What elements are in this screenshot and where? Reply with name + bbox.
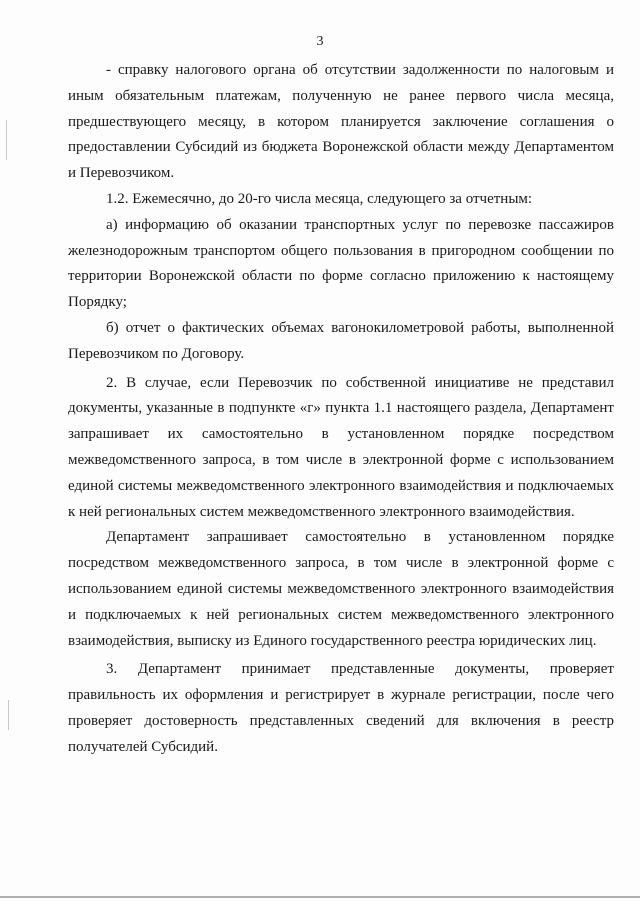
- paragraph-section-3: 3. Департамент принимает представленные документы, проверяет правильность их оформления и регистрирует в журнале регистрации, после чего проверяет достоверность представленных сведений для включения в реестр получателей Субсидий.: [68, 661, 614, 755]
- document-body: [68, 58, 614, 764]
- paragraph-department-request: Департамент запрашивает самостоятельно в установленном порядке посредством межведомственного запроса, в том числе в электронной форме с использованием единой системы межведомственного электронного взаимодействия и подключаемых к ней региональных систем межведомственного электронного взаимодействия, выписку из Единого государственного реестра юридических лиц.: [68, 529, 614, 649]
- scan-edge-line: [0, 896, 640, 898]
- paragraph-tax-certificate: - справку налогового органа об отсутствии задолженности по налоговым и иным обязательным платежам, полученную не ранее первого числа месяца, предшествующего месяцу, в котором планируется заключение соглашения о предоставлении Субсидий из бюджета Воронежской области между Департаментом и Перевозчиком.: [68, 62, 614, 182]
- paragraph-monthly-reporting: 1.2. Ежемесячно, до 20-го числа месяца, следующего за отчетным:: [106, 190, 533, 207]
- paragraph-item-a: а) информацию об оказании транспортных услуг по перевозке пассажиров железнодорожным транспортом общего пользования в пригородном сообщении по территории Воронежской области по форме согласно приложению к настоящему Порядку;: [68, 216, 614, 311]
- paragraph-item-b: б) отчет о фактических объемах вагонокилометровой работы, выполненной Перевозчиком по Договору.: [68, 319, 614, 362]
- scan-mark: [6, 120, 7, 160]
- scan-mark: [8, 700, 9, 730]
- page-number: 3: [316, 34, 324, 49]
- paragraph-section-2: 2. В случае, если Перевозчик по собственной инициативе не представил документы, указанные в подпункте «г» пункта 1.1 настоящего раздела, Департамент запрашивает их самостоятельно в установленном порядке посредством межведомственного запроса, в том числе в электронной форме с использованием единой системы межведомственного электронного взаимодействия и подключаемых к ней региональных систем межведомственного электронного взаимодействия.: [68, 374, 614, 520]
